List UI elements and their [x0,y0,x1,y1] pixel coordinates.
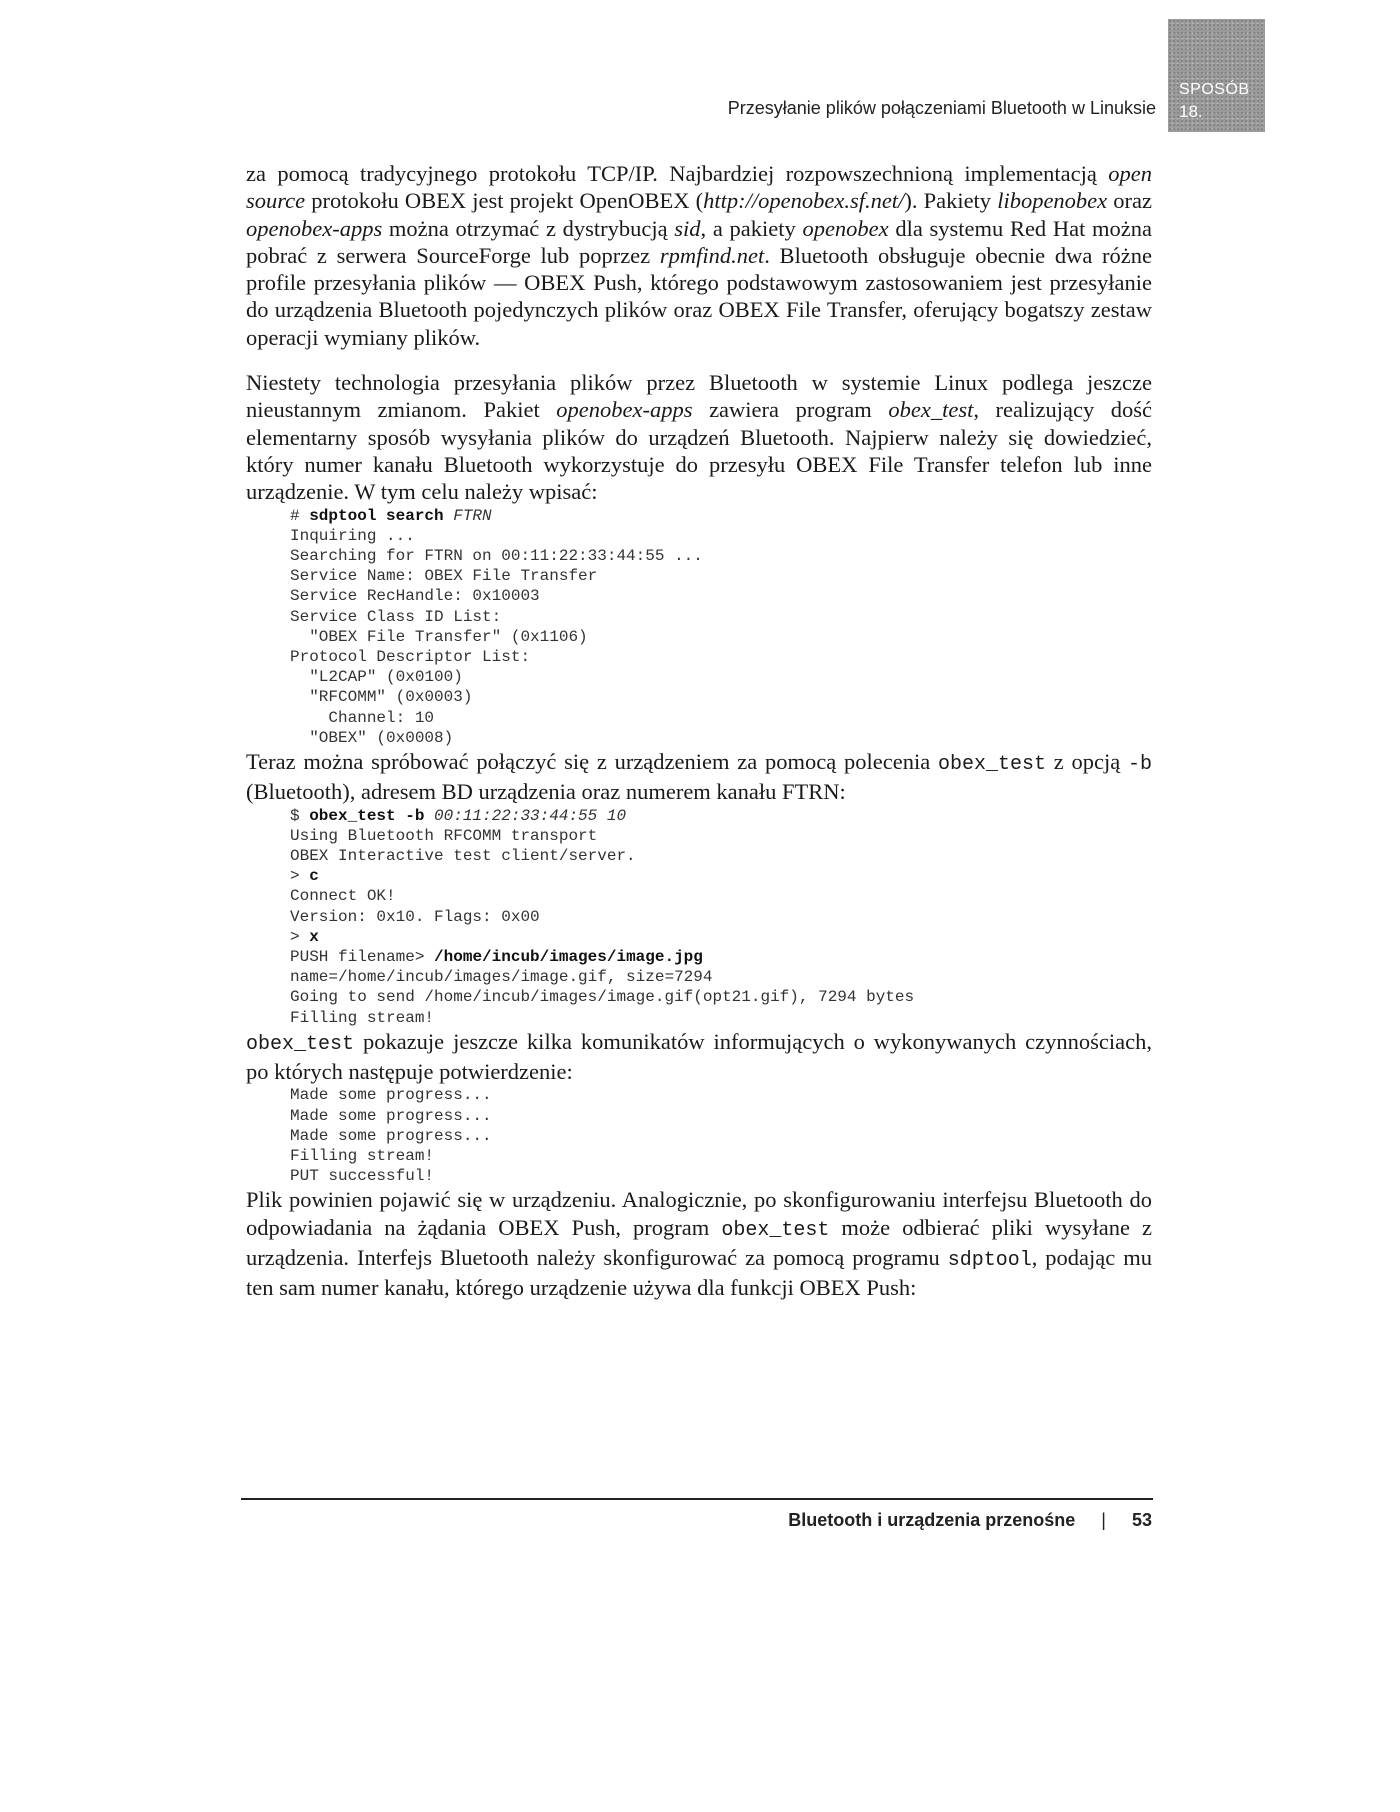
code-line: OBEX Interactive test client/server. [290,847,636,865]
code-line: Searching for FTRN on 00:11:22:33:44:55 ... [290,546,703,565]
code-line: # sdptool search FTRN [290,506,492,525]
code-line: Channel: 10 [290,708,435,727]
code-line: Made some progress... [290,1126,492,1145]
page-number: 53 [1131,1510,1152,1530]
code-line: Filling stream! [290,1147,435,1166]
code-line: Going to send /home/incub/images/image.gif(opt21.gif), 7294 bytes [290,988,915,1007]
code-line: Service Class ID List: [290,607,502,626]
running-head: Przesyłanie plików połączeniami Bluetooth w Linuksie [727,98,1156,118]
code-line: "OBEX" (0x0008) [290,728,454,747]
code-line: Made some progress... [290,1106,492,1125]
code-line: Service Name: OBEX File Transfer [290,567,598,586]
page-content [246,160,1152,1302]
paragraph-2: Niestety technologia przesyłania plików przez Bluetooth w systemie Linux podlega jeszcze nieustannym zmianom. Pakiet openobex-apps zawiera program obex_test, realizujący dość elementarny sposób wysyłania plików do urządzeń Bluetooth. Najpierw należy się dowiedzieć, który numer kanału Bluetooth wykorzystuje do przesyłu OBEX File Transfer telefon lub inne urządzenie. W tym celu należy wpisać: [246,370,1153,505]
chapter-thumb-tab [1168,19,1265,132]
paragraph-4: obex_test pokazuje jeszcze kilka komunikatów informujących o wykonywanych czynnościach, po których następuje potwierdzenie: [246,1028,1152,1085]
footer-chapter-title: Bluetooth i urządzenia przenośne [788,1510,1076,1530]
code-line: $ obex_test -b 00:11:22:33:44:55 10 [290,806,627,825]
code-line: Using Bluetooth RFCOMM transport [290,826,598,845]
code-line: "RFCOMM" (0x0003) [290,688,473,707]
code-line: > x [290,927,319,946]
tab-number: 18. [1179,102,1203,121]
code-line: Made some progress... [290,1086,492,1105]
tab-label: SPOSÓB [1179,81,1250,98]
code-line: Filling stream! [290,1008,435,1027]
paragraph-1: za pomocą tradycyjnego protokołu TCP/IP. Najbardziej rozpowszechnioną implementacją open source protokołu OBEX jest projekt OpenOBEX (http://openobex.sf.net/). Pakiety libopenobex oraz openobex-apps można otrzymać z dystrybucją sid, a pakiety openobex dla systemu Red Hat można pobrać z serwera SourceForge lub poprzez rpmfind.net. Bluetooth obsługuje obecnie dwa różne profile przesyłania plików — OBEX Push, którego podstawowym zastosowaniem jest przesyłanie do urządzenia Bluetooth pojedynczych plików oraz OBEX File Transfer, oferujący bogatszy zestaw operacji wymiany plików. [246,161,1153,350]
code-block-obex-test [246,806,1152,1028]
code-line: Service RecHandle: 0x10003 [290,587,540,606]
paragraph-5: Plik powinien pojawić się w urządzeniu. Analogicznie, po skonfigurowaniu interfejsu Bluetooth do odpowiadania na żądania OBEX Push, program obex_test może odbierać pliki wysyłane z urządzenia. Interfejs Bluetooth należy skonfigurować za pomocą programu sdptool, podając mu ten sam numer kanału, którego urządzenie używa dla funkcji OBEX Push: [246,1187,1152,1301]
code-line: Protocol Descriptor List: [290,647,531,666]
code-line: PUSH filename> /home/incub/images/image.jpg [290,948,703,967]
code-line: "OBEX File Transfer" (0x1106) [290,627,588,646]
code-line: Connect OK! [290,887,396,906]
code-line: name=/home/incub/images/image.gif, size=7294 [290,968,713,987]
openobex-link-text: http://openobex.sf.net/ [703,188,905,214]
footer-rule [241,1498,1153,1500]
code-line: Inquiring ... [290,526,415,545]
code-line: PUT successful! [290,1167,435,1186]
code-line: Version: 0x10. Flags: 0x00 [290,907,540,926]
code-line: > c [290,867,319,886]
page-footer [788,1510,1152,1531]
paragraph-3: Teraz można spróbować połączyć się z urządzeniem za pomocą polecenia obex_test z opcją -b (Bluetooth), adresem BD urządzenia oraz numerem kanału FTRN: [246,749,1152,805]
code-block-progress [246,1085,1152,1186]
code-block-sdptool [246,506,1152,748]
code-line: "L2CAP" (0x0100) [290,668,463,687]
footer-separator: | [1101,1510,1106,1530]
